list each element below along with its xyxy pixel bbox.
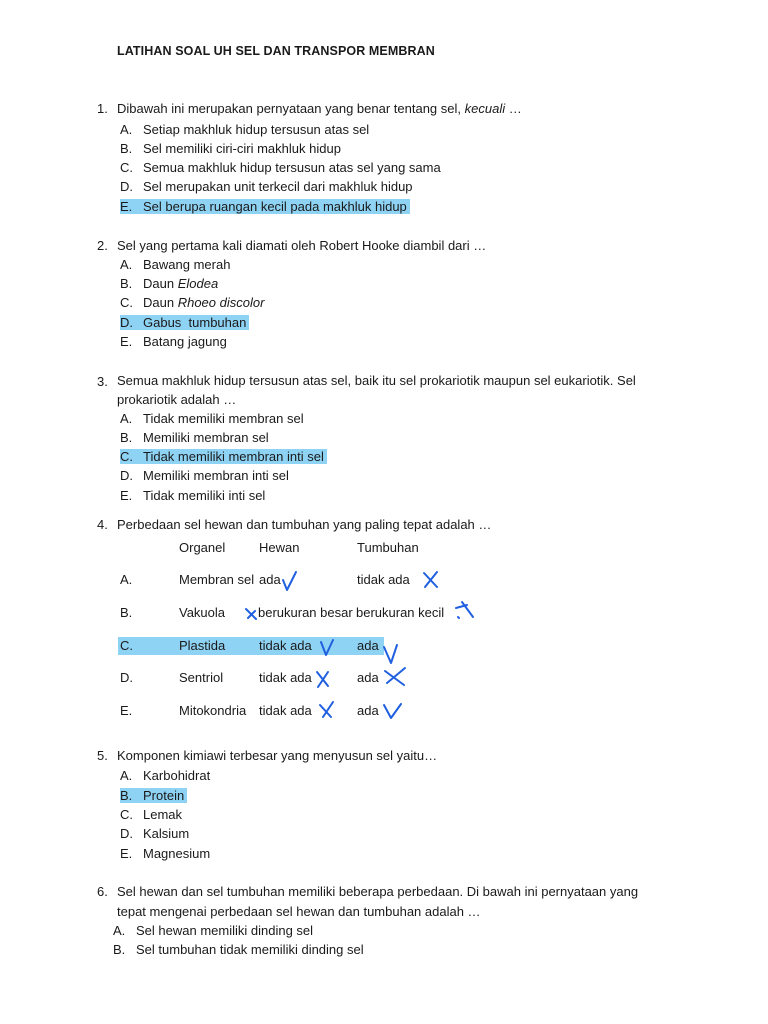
option-letter: B. bbox=[120, 141, 133, 156]
option-text: Protein bbox=[143, 788, 185, 803]
q1-option-d[interactable] bbox=[120, 177, 413, 196]
row-d-hewan: tidak ada bbox=[259, 670, 312, 685]
option-text-em: Elodea bbox=[177, 276, 219, 291]
answer-highlight bbox=[120, 315, 249, 330]
option-text: Karbohidrat bbox=[143, 768, 211, 783]
option-letter: B. bbox=[113, 942, 126, 957]
option-text: Kalsium bbox=[143, 826, 190, 841]
option-letter: A. bbox=[120, 411, 133, 426]
option-letter: A. bbox=[113, 923, 126, 938]
option-text: Sel memiliki ciri-ciri makhluk hidup bbox=[143, 141, 341, 156]
cross-mark-icon bbox=[382, 665, 410, 689]
cross-mark-icon bbox=[317, 699, 337, 721]
q3-option-b[interactable] bbox=[120, 428, 269, 447]
q3-option-d[interactable] bbox=[120, 466, 289, 485]
q6-option-b[interactable] bbox=[113, 940, 364, 959]
q6-option-a[interactable] bbox=[113, 921, 313, 940]
cross-mark-icon bbox=[453, 600, 477, 622]
q1-question bbox=[117, 99, 522, 118]
option-text: Magnesium bbox=[143, 846, 211, 861]
option-text: Tidak memiliki inti sel bbox=[143, 488, 266, 503]
page-title: LATIHAN SOAL UH SEL DAN TRANSPOR MEMBRAN bbox=[117, 44, 435, 58]
option-letter: D. bbox=[120, 468, 133, 483]
row-d-letter[interactable]: D. bbox=[120, 670, 133, 685]
option-text: Sel merupakan unit terkecil dari makhluk hidup bbox=[143, 179, 413, 194]
q2-option-e[interactable] bbox=[120, 332, 227, 351]
q1-text-post: … bbox=[505, 101, 522, 116]
option-text: Bawang merah bbox=[143, 257, 231, 272]
option-letter: E. bbox=[120, 846, 133, 861]
option-letter: B. bbox=[120, 788, 133, 803]
row-e-hewan: tidak ada bbox=[259, 703, 312, 718]
row-b-organel: Vakuola bbox=[179, 605, 226, 620]
option-text: Lemak bbox=[143, 807, 183, 822]
row-b-tumbuhan: berukuran kecil bbox=[356, 605, 445, 620]
q2-option-d-answer[interactable] bbox=[120, 313, 249, 332]
row-d-organel: Sentriol bbox=[179, 670, 224, 685]
option-letter: A. bbox=[120, 768, 133, 783]
check-mark-icon bbox=[381, 700, 405, 724]
q5-question: Komponen kimiawi terbesar yang menyusun sel yaitu… bbox=[117, 748, 438, 763]
option-letter: B. bbox=[120, 276, 133, 291]
option-letter: C. bbox=[120, 807, 133, 822]
answer-row-highlight bbox=[118, 637, 384, 655]
option-text: Tidak memiliki membran sel bbox=[143, 411, 304, 426]
check-mark-icon bbox=[382, 641, 402, 667]
option-letter: E. bbox=[120, 488, 133, 503]
check-mark-icon bbox=[280, 570, 300, 592]
answer-highlight bbox=[120, 199, 410, 214]
table-header-organel: Organel bbox=[179, 540, 226, 555]
row-c-tumbuhan: ada bbox=[357, 638, 379, 653]
answer-highlight bbox=[120, 449, 327, 464]
row-c-letter[interactable]: C. bbox=[120, 638, 133, 653]
q6-number: 6. bbox=[97, 884, 108, 899]
option-text: Sel berupa ruangan kecil pada makhluk hidup bbox=[143, 199, 407, 214]
row-e-letter[interactable]: E. bbox=[120, 703, 133, 718]
option-letter: C. bbox=[120, 449, 133, 464]
row-b-letter[interactable]: B. bbox=[120, 605, 133, 620]
option-letter: E. bbox=[120, 334, 133, 349]
option-text: Daun bbox=[143, 295, 178, 310]
q2-option-b[interactable] bbox=[120, 274, 218, 293]
q1-text-pre: Dibawah ini merupakan pernyataan yang benar tentang sel, bbox=[117, 101, 465, 116]
q1-number: 1. bbox=[97, 101, 108, 116]
q2-question: Sel yang pertama kali diamati oleh Robert Hooke diambil dari … bbox=[117, 238, 487, 253]
table-header-tumbuhan: Tumbuhan bbox=[357, 540, 419, 555]
row-e-tumbuhan: ada bbox=[357, 703, 379, 718]
q4-number: 4. bbox=[97, 517, 108, 532]
option-text: Batang jagung bbox=[143, 334, 227, 349]
row-a-letter[interactable]: A. bbox=[120, 572, 133, 587]
row-e-organel: Mitokondria bbox=[179, 703, 247, 718]
row-a-tumbuhan: tidak ada bbox=[357, 572, 410, 587]
q3-option-c-answer[interactable] bbox=[120, 447, 327, 466]
q1-text-em: kecuali bbox=[464, 101, 506, 116]
q2-number: 2. bbox=[97, 238, 108, 253]
option-letter: E. bbox=[120, 199, 133, 214]
q1-option-a[interactable] bbox=[120, 120, 369, 139]
option-letter: B. bbox=[120, 430, 133, 445]
option-letter: D. bbox=[120, 826, 133, 841]
q3-question-line1: Semua makhluk hidup tersusun atas sel, baik itu sel prokariotik maupun sel eukariotik. Sel bbox=[117, 373, 636, 388]
option-text: Sel hewan memiliki dinding sel bbox=[136, 923, 314, 938]
q4-question: Perbedaan sel hewan dan tumbuhan yang paling tepat adalah … bbox=[117, 517, 492, 532]
option-letter: A. bbox=[120, 122, 133, 137]
option-text: Memiliki membran inti sel bbox=[143, 468, 289, 483]
option-text: Setiap makhluk hidup tersusun atas sel bbox=[143, 122, 370, 137]
option-text: Gabus tumbuhan bbox=[143, 315, 247, 330]
option-letter: D. bbox=[120, 179, 133, 194]
option-letter: C. bbox=[120, 160, 133, 175]
row-c-hewan: tidak ada bbox=[259, 638, 312, 653]
option-text: Memiliki membran sel bbox=[143, 430, 269, 445]
table-header-hewan: Hewan bbox=[259, 540, 300, 555]
q3-option-a[interactable] bbox=[120, 409, 304, 428]
option-text: Semua makhluk hidup tersusun atas sel yang sama bbox=[143, 160, 441, 175]
cross-mark-icon bbox=[244, 606, 260, 622]
row-a-organel: Membran sel bbox=[179, 572, 255, 587]
cross-mark-icon bbox=[314, 668, 332, 690]
q2-option-c[interactable] bbox=[120, 293, 264, 312]
option-text: Daun bbox=[143, 276, 178, 291]
q3-question-line2: prokariotik adalah … bbox=[117, 392, 237, 407]
answer-highlight bbox=[120, 788, 187, 803]
row-c-organel: Plastida bbox=[179, 638, 226, 653]
option-letter: A. bbox=[120, 257, 133, 272]
row-d-tumbuhan: ada bbox=[357, 670, 379, 685]
q1-option-e-answer[interactable] bbox=[120, 197, 410, 216]
check-mark-icon bbox=[319, 638, 337, 658]
option-letter: C. bbox=[120, 295, 133, 310]
cross-mark-icon bbox=[421, 570, 441, 590]
q6-question-line1: Sel hewan dan sel tumbuhan memiliki beberapa perbedaan. Di bawah ini pernyataan yang bbox=[117, 884, 639, 899]
option-text: Sel tumbuhan tidak memiliki dinding sel bbox=[136, 942, 364, 957]
option-text-em: Rhoeo discolor bbox=[177, 295, 265, 310]
q3-number: 3. bbox=[97, 374, 108, 389]
row-b-hewan: berukuran besar bbox=[258, 605, 353, 620]
q2-option-a[interactable] bbox=[120, 255, 230, 274]
q5-option-c[interactable] bbox=[120, 805, 182, 824]
q5-option-a[interactable] bbox=[120, 766, 210, 785]
option-letter: D. bbox=[120, 315, 133, 330]
q6-question-line2: tepat mengenai perbedaan sel hewan dan tumbuhan adalah … bbox=[117, 904, 481, 919]
row-a-hewan: ada bbox=[259, 572, 281, 587]
q5-option-e[interactable] bbox=[120, 844, 210, 863]
q5-option-b-answer[interactable] bbox=[120, 786, 187, 805]
q3-option-e[interactable] bbox=[120, 486, 265, 505]
option-text: Tidak memiliki membran inti sel bbox=[143, 449, 324, 464]
q1-option-c[interactable] bbox=[120, 158, 441, 177]
q5-option-d[interactable] bbox=[120, 824, 189, 843]
q5-number: 5. bbox=[97, 748, 108, 763]
q1-option-b[interactable] bbox=[120, 139, 341, 158]
